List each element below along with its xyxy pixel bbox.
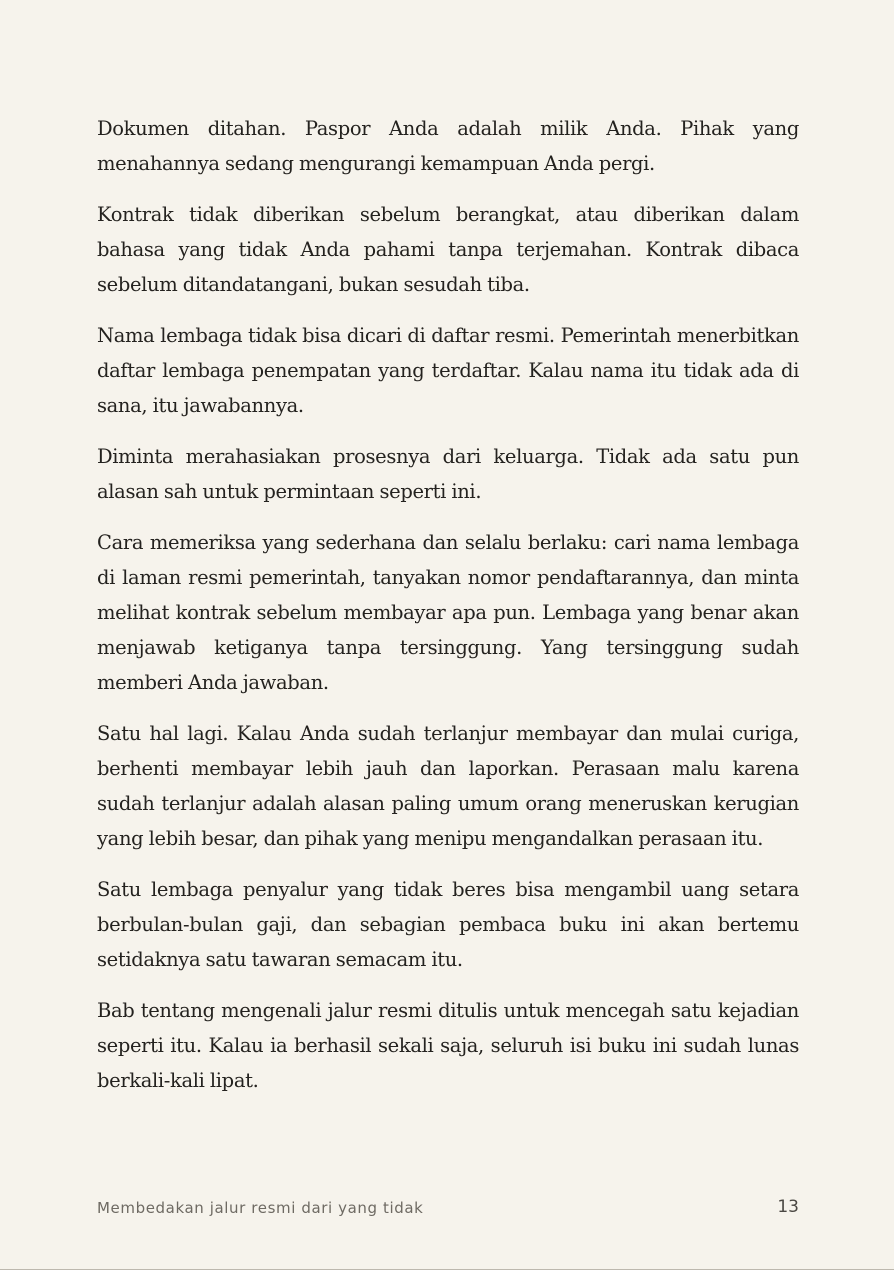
paragraph: Satu lembaga penyalur yang tidak beres bisa mengambil uang setara berbulan-bulan gaji, dan sebagian pembaca buku ini akan bertemu setidaknya satu tawaran semacam itu. xyxy=(97,878,799,971)
paragraph: Nama lembaga tidak bisa dicari di daftar resmi. Pemerintah menerbitkan daftar lembaga penempatan yang terdaftar. Kalau nama itu tidak ada di sana, itu jawabannya. xyxy=(97,324,799,417)
paragraph: Diminta merahasiakan prosesnya dari keluarga. Tidak ada satu pun alasan sah untuk permintaan seperti ini. xyxy=(97,445,799,503)
paragraph: Satu hal lagi. Kalau Anda sudah terlanjur membayar dan mulai curiga, berhenti membayar lebih jauh dan laporkan. Perasaan malu karena sudah terlanjur adalah alasan paling umum orang meneruskan kerugian yang lebih besar, dan pihak yang menipu mengandalkan perasaan itu. xyxy=(97,722,799,850)
paragraph: Dokumen ditahan. Paspor Anda adalah milik Anda. Pihak yang menahannya sedang mengurangi kemampuan Anda pergi. xyxy=(97,117,799,175)
paragraph: Cara memeriksa yang sederhana dan selalu berlaku: cari nama lembaga di laman resmi pemerintah, tanyakan nomor pendaftarannya, dan minta melihat kontrak sebelum membayar apa pun. Lembaga yang benar akan menjawab ketiganya tanpa tersinggung. Yang tersinggung sudah memberi Anda jawaban. xyxy=(97,531,799,694)
running-footer-title: Membedakan jalur resmi dari yang tidak xyxy=(97,1199,424,1217)
page-footer xyxy=(97,1196,799,1220)
paragraph: Kontrak tidak diberikan sebelum berangkat, atau diberikan dalam bahasa yang tidak Anda pahami tanpa terjemahan. Kontrak dibaca sebelum ditandatangani, bukan sesudah tiba. xyxy=(97,203,799,296)
paragraph: Bab tentang mengenali jalur resmi ditulis untuk mencegah satu kejadian seperti itu. Kalau ia berhasil sekali saja, seluruh isi buku ini sudah lunas berkali-kali lipat. xyxy=(97,999,799,1092)
body-text xyxy=(97,111,799,1114)
page-number: 13 xyxy=(777,1197,799,1217)
